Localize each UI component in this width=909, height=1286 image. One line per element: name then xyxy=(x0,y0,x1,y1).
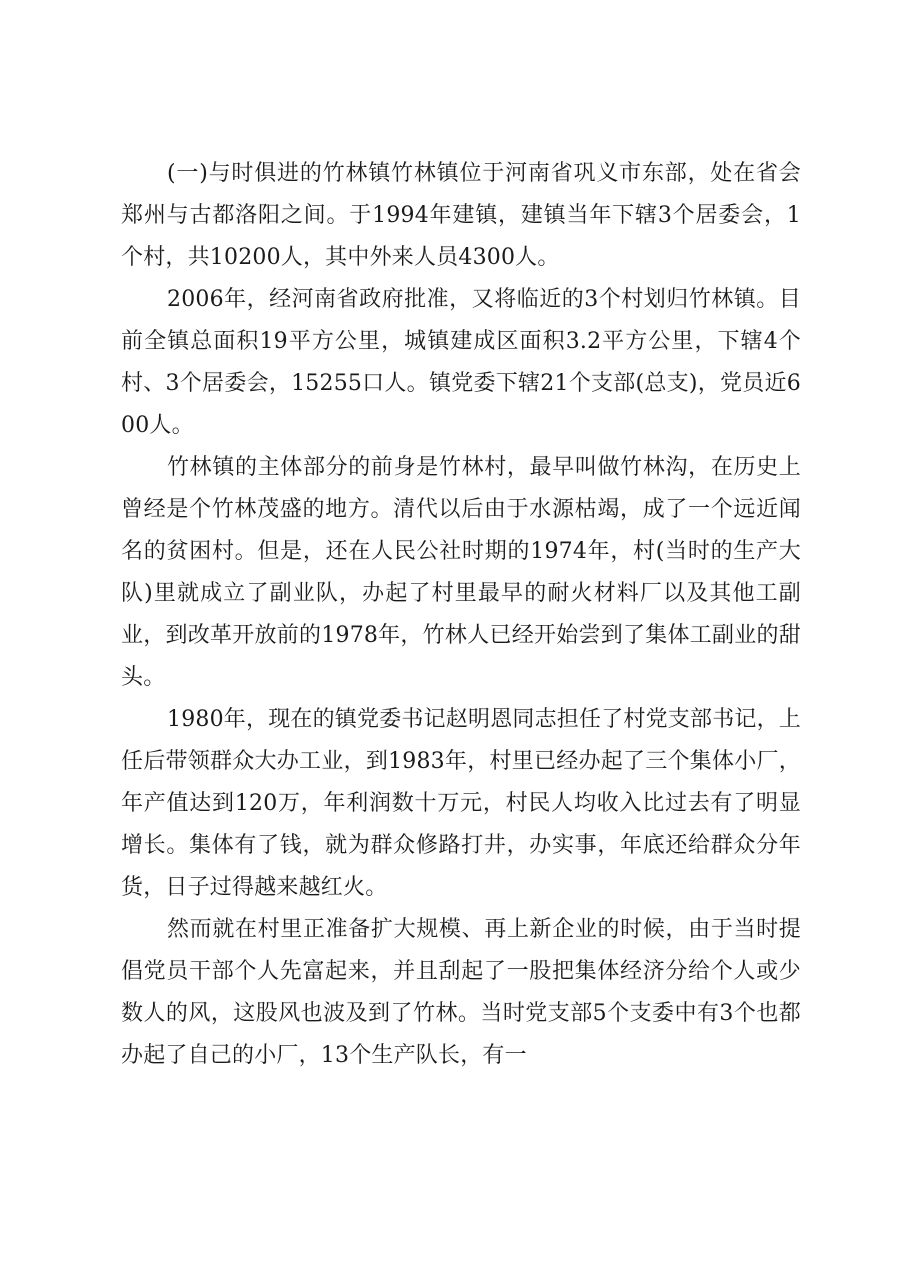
paragraph-3: 竹林镇的主体部分的前身是竹林村，最早叫做竹林沟，在历史上曾经是个竹林茂盛的地方。清代以后由于水源枯竭，成了一个远近闻名的贫困村。但是，还在人民公社时期的1974年，村(当时的生产大队)里就成立了副业队，办起了村里最早的耐火材料厂以及其他工副业，到改革开放前的1978年，竹林人已经开始尝到了集体工副业的甜头。 xyxy=(121,455,801,690)
paragraph-2: 2006年，经河南省政府批准，又将临近的3个村划归竹林镇。目前全镇总面积19平方公里，城镇建成区面积3.2平方公里，下辖4个村、3个居委会，15255口人。镇党委下辖21个支部(总支)，党员近600人。 xyxy=(121,287,801,438)
paragraph-1: (一)与时俱进的竹林镇竹林镇位于河南省巩义市东部，处在省会郑州与古都洛阳之间。于1994年建镇，建镇当年下辖3个居委会，1个村，共10200人，其中外来人员4300人。 xyxy=(121,161,801,270)
paragraph-4: 1980年，现在的镇党委书记赵明恩同志担任了村党支部书记，上任后带领群众大办工业，到1983年，村里已经办起了三个集体小厂，年产值达到120万，年利润数十万元，村民人均收入比过去有了明显增长。集体有了钱，就为群众修路打井，办实事，年底还给群众分年货，日子过得越来越红火。 xyxy=(121,707,801,900)
paragraph-5: 然而就在村里正准备扩大规模、再上新企业的时候，由于当时提倡党员干部个人先富起来，并且刮起了一股把集体经济分给个人或少数人的风，这股风也波及到了竹林。当时党支部5个支委中有3个也都办起了自己的小厂，13个生产队长，有一 xyxy=(121,917,801,1068)
document-body xyxy=(121,153,801,1077)
